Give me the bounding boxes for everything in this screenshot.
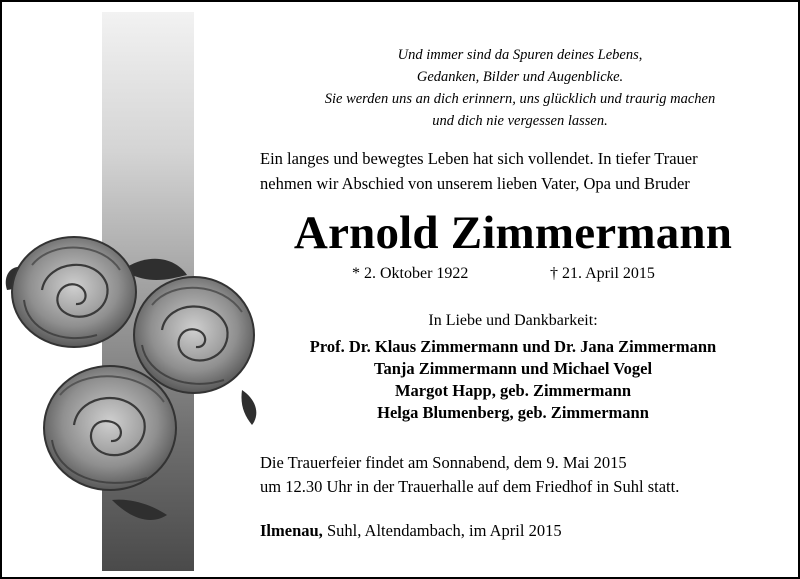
family-member: Helga Blumenberg, geb. Zimmermann [377,403,649,422]
place-rest: Suhl, Altendambach, im April 2015 [322,521,562,540]
place-city: Ilmenau, [260,521,323,540]
rose-top-left-icon [12,237,136,347]
intro-text [260,146,766,196]
birth-date: * 2. Oktober 1922 [352,265,469,282]
death-date: † 21. April 2015 [550,265,655,282]
poem-line: und dich nie vergessen lassen. [432,113,608,129]
funeral-line: um 12.30 Uhr in der Trauerhalle auf dem Friedhof in Suhl statt. [260,477,680,496]
thanks-line: In Liebe und Dankbarkeit: [428,312,598,329]
rose-bottom-icon [44,366,176,490]
deceased-name: Arnold Zimmermann [293,207,733,259]
funeral-line: Die Trauerfeier findet am Sonnabend, dem 9. Mai 2015 [260,453,627,472]
poem [260,44,780,132]
poem-line: Sie werden uns an dich erinnern, uns glücklich und traurig machen [324,91,716,107]
intro-line: nehmen wir Abschied von unserem lieben Vater, Opa und Bruder [260,174,690,193]
roses-image [2,230,262,550]
poem-line: Und immer sind da Spuren deines Lebens, [397,47,643,63]
family-member: Margot Happ, geb. Zimmermann [394,381,632,400]
family-member: Prof. Dr. Klaus Zimmermann und Dr. Jana Zimmermann [309,337,717,356]
family-list [260,336,766,424]
intro-line: Ein langes und bewegtes Leben hat sich vollendet. In tiefer Trauer [260,149,698,168]
funeral-info [260,451,766,499]
family-member: Tanja Zimmermann und Michael Vogel [373,359,653,378]
poem-line: Gedanken, Bilder und Augenblicke. [416,69,624,85]
life-dates [260,263,766,285]
rose-right-icon [134,277,254,393]
place-date-line [260,519,766,543]
